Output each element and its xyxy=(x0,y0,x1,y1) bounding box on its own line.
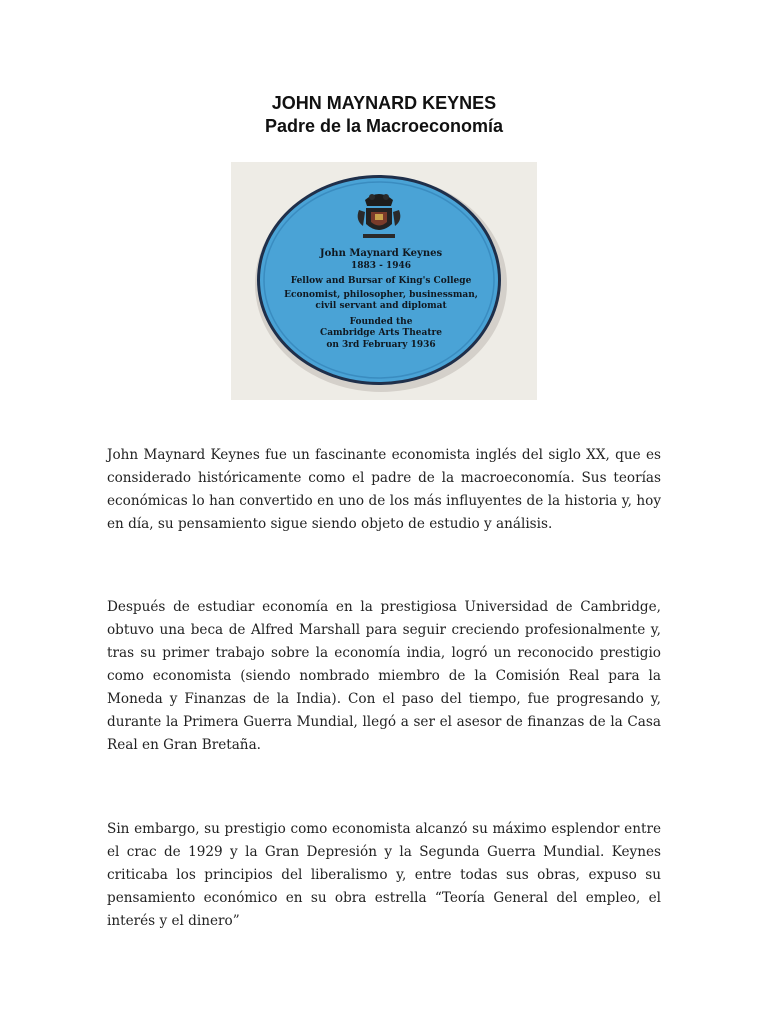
plaque-line-occupations: Economist, philosopher, businessman, xyxy=(284,290,478,300)
plaque-line-dates: 1883 - 1946 xyxy=(350,261,412,271)
plaque-line-roles: civil servant and diplomat xyxy=(315,301,447,311)
body-paragraph-3: Sin embargo, su prestigio como economista alcanzó su máximo esplendor entre el crac de 1929 y la Gran Depresión y la Segunda Guerra Mundial. Keynes criticaba los principios del liberalismo y, entre todas sus obras, expuso su pensamiento económico en su obra estrella “Teoría General del empleo, el interés y el dinero” xyxy=(107,821,661,929)
page-title: JOHN MAYNARD KEYNES xyxy=(271,93,497,113)
plaque-line-founded: Founded the xyxy=(349,317,413,327)
body-paragraph-2: Después de estudiar economía en la prestigiosa Universidad de Cambridge, obtuvo una beca de Alfred Marshall para seguir creciendo profesionalmente y, tras su primer trabajo sobre la economía india, logró un reconocido prestigio como economista (siendo nombrado miembro de la Comisión Real para la Moneda y Finanzas de la India). Con el paso del tiempo, fue progresando y, durante la Primera Guerra Mundial, llegó a ser el asesor de finanzas de la Casa Real en Gran Bretaña. xyxy=(107,599,661,753)
plaque-line-name: John Maynard Keynes xyxy=(319,248,443,259)
body-paragraph-1: John Maynard Keynes fue un fascinante economista inglés del siglo XX, que es considerado históricamente como el padre de la macroeconomía. Sus teorías económicas lo han convertido en uno de los más influyentes de la historia y, hoy en día, su pensamiento sigue siendo objeto de estudio y análisis. xyxy=(107,447,661,532)
plaque-line-fellow: Fellow and Bursar of King's College xyxy=(290,276,472,286)
title-block xyxy=(0,92,768,138)
plaque-line-date: on 3rd February 1936 xyxy=(326,340,436,350)
page-subtitle: Padre de la Macroeconomía xyxy=(264,116,504,136)
plaque-photo xyxy=(231,162,537,400)
plaque-line-theatre: Cambridge Arts Theatre xyxy=(320,328,442,338)
